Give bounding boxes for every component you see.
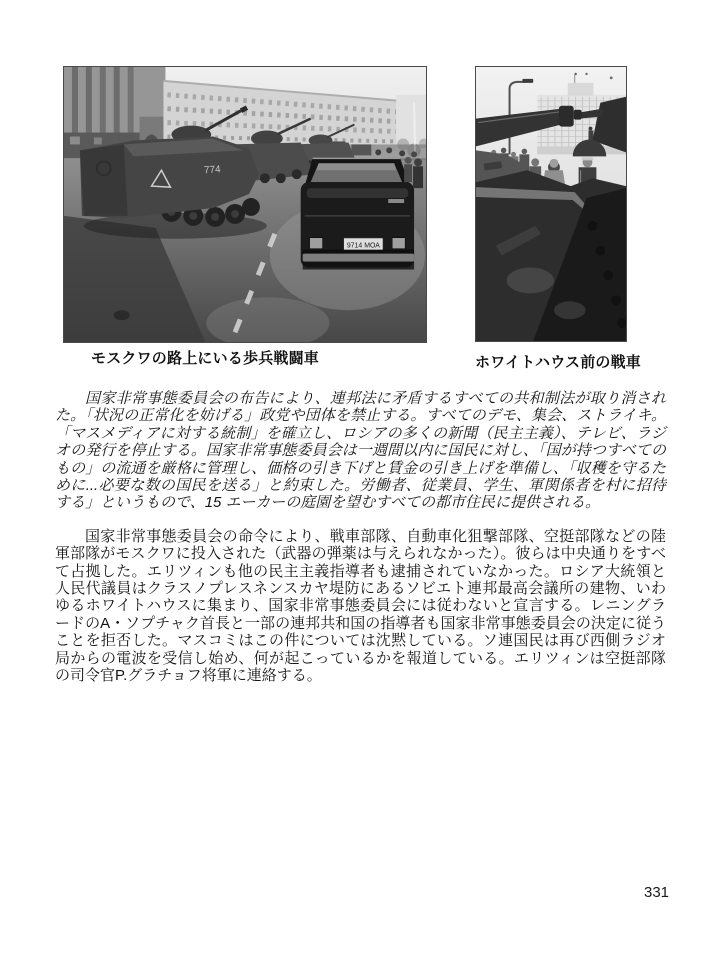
photo-moscow-street — [63, 66, 427, 343]
paragraph-decree: 国家非常事態委員会の布告により、連邦法に矛盾するすべての共和制法が取り消された。「状況の正常化を妨げる」政党や団体を禁止する。すべてのデモ、集会、ストライキ。「マスメディアに対する統制」を確立し、ロシアの多くの新聞（民主主義）、テレビ、ラジオの発行を停止する。国家非常事態委員会は一週間以内に国民に対し、「国が持つすべてのもの」の流通を厳格に管理し、価格の引き下げと賃金の引き上げを準備し、「収穫を守るために...必要な数の国民を送る」と約束した。労働者、従業員、学生、軍関係者を村に招待する」というもので、15 エーカーの庭園を望むすべての都市住民に提供される。 — [55, 390, 666, 512]
license-plate: 9714 МОА — [346, 242, 380, 250]
moscow-street-image — [63, 66, 427, 343]
body-text — [55, 390, 666, 685]
caption-moscow-street: モスクワの路上にいる歩兵戦闘車 — [91, 350, 320, 367]
page-number: 331 — [644, 884, 670, 901]
hull-number: 774 — [203, 164, 221, 177]
caption-white-house-tank: ホワイトハウス前の戦車 — [475, 354, 642, 371]
photo-white-house-tank — [475, 66, 627, 342]
volga-car — [301, 158, 414, 269]
paragraph-troops: 国家非常事態委員会の命令により、戦車部隊、自動車化狙撃部隊、空挺部隊などの陸軍部隊がモスクワに投入された（武器の弾薬は与えられなかった）。彼らは中央通りをすべて占拠した。エリツィンも他の民主主義指導者も逮捕されていなかった。ロシア大統領と人民代議員はクラスノプレスネンスカヤ堤防にあるソビエト連邦最高会議所の建物、いわゆるホワイトハウスに集まり、国家非常事態委員会には従わないと宣言する。レニングラードのA・ソプチャク首長と一部の連邦共和国の指導者も国家非常事態委員会の決定に従うことを拒否した。マスコミはこの件については沈黙している。ソ連国民は再び西側ラジオ局からの電波を受信し始め、何が起こっているかを報道している。エリツィンは空挺部隊の司令官P.グラチョフ将軍に連絡する。 — [55, 527, 666, 685]
road-debris — [114, 310, 130, 320]
white-house-tank-image — [475, 66, 627, 342]
